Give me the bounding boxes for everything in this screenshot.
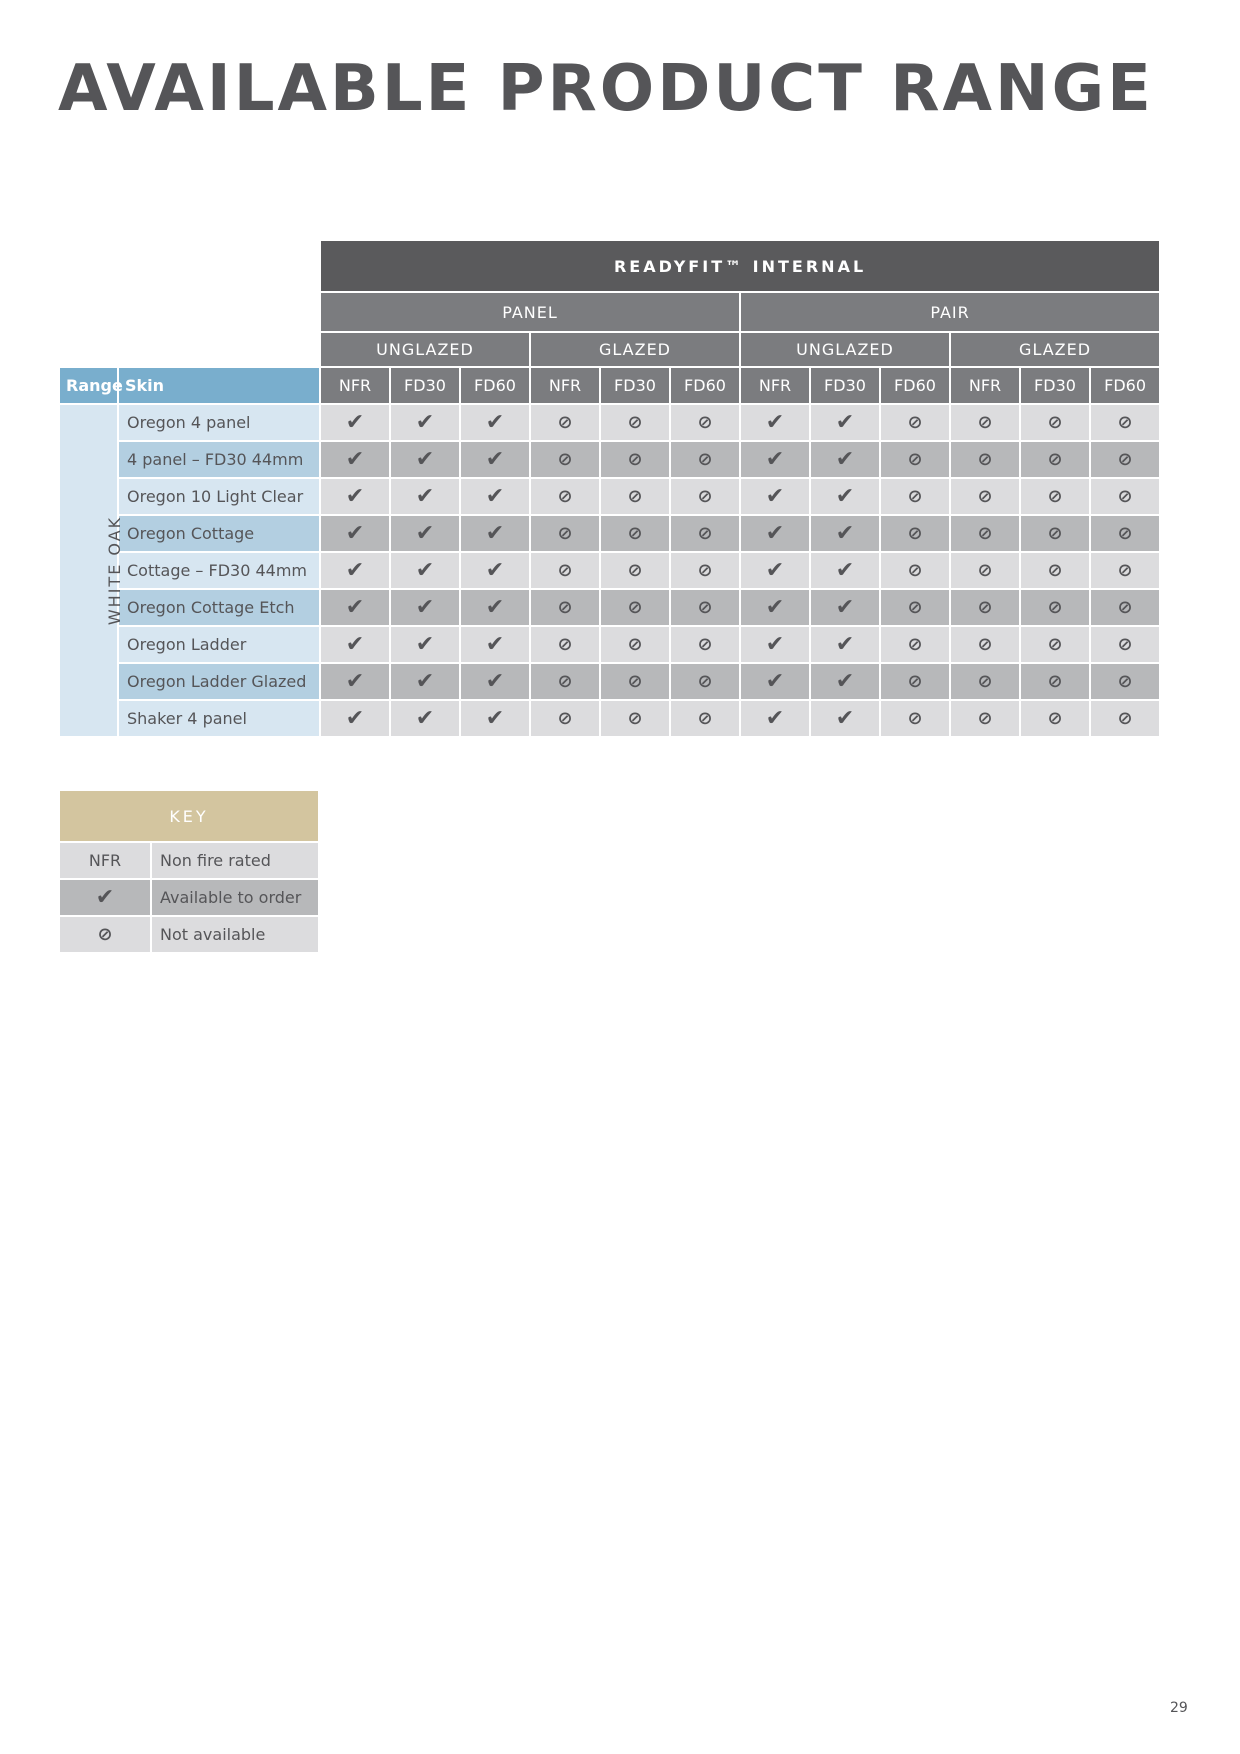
- check-icon: ✔: [390, 515, 460, 552]
- not-available-icon: ⊘: [530, 404, 600, 441]
- not-available-icon: ⊘: [950, 515, 1020, 552]
- check-icon: ✔: [460, 552, 530, 589]
- check-icon: ✔: [740, 589, 810, 626]
- not-available-icon: ⊘: [950, 700, 1020, 737]
- not-available-icon: ⊘: [600, 441, 670, 478]
- column-header: NFR: [320, 367, 390, 404]
- key-nfr-label: Non fire rated: [151, 842, 319, 879]
- not-available-icon: ⊘: [880, 700, 950, 737]
- not-available-icon: ⊘: [530, 589, 600, 626]
- column-header: FD60: [880, 367, 950, 404]
- page-title: AVAILABLE PRODUCT RANGE: [58, 52, 1154, 126]
- not-available-icon: ⊘: [670, 404, 740, 441]
- not-available-icon: ⊘: [600, 478, 670, 515]
- column-header: FD60: [460, 367, 530, 404]
- range-column-header: Range: [59, 367, 118, 404]
- check-icon: ✔: [390, 700, 460, 737]
- check-icon: ✔: [810, 404, 880, 441]
- not-available-icon: ⊘: [1090, 700, 1160, 737]
- not-available-icon: ⊘: [950, 663, 1020, 700]
- not-available-icon: ⊘: [1090, 515, 1160, 552]
- check-icon: ✔: [320, 663, 390, 700]
- not-available-icon: ⊘: [670, 663, 740, 700]
- not-available-icon: ⊘: [1090, 663, 1160, 700]
- check-icon: ✔: [390, 478, 460, 515]
- column-header: FD30: [810, 367, 880, 404]
- key-title: KEY: [59, 790, 319, 842]
- check-icon: ✔: [810, 589, 880, 626]
- skin-name: Oregon 4 panel: [118, 404, 320, 441]
- check-icon: ✔: [810, 663, 880, 700]
- not-available-icon: ⊘: [1020, 700, 1090, 737]
- check-icon: ✔: [320, 441, 390, 478]
- check-icon: ✔: [390, 404, 460, 441]
- check-icon: ✔: [390, 626, 460, 663]
- check-icon: ✔: [390, 589, 460, 626]
- not-available-icon: ⊘: [950, 552, 1020, 589]
- table-row: [59, 700, 1160, 737]
- check-icon: ✔: [460, 700, 530, 737]
- not-available-icon: ⊘: [1090, 552, 1160, 589]
- check-icon: ✔: [320, 478, 390, 515]
- key-row: [59, 842, 319, 879]
- table-title: READYFIT™ INTERNAL: [320, 240, 1160, 292]
- group-header-pair: PAIR: [740, 292, 1160, 332]
- page-number: 29: [1170, 1700, 1188, 1716]
- column-header: NFR: [530, 367, 600, 404]
- table-row: [59, 663, 1160, 700]
- not-available-icon: ⊘: [600, 700, 670, 737]
- not-available-icon: ⊘: [950, 478, 1020, 515]
- check-icon: ✔: [460, 515, 530, 552]
- not-available-icon: ⊘: [880, 478, 950, 515]
- check-icon: ✔: [740, 700, 810, 737]
- subgroup-header-pair-unglazed: UNGLAZED: [740, 332, 950, 367]
- not-available-icon: ⊘: [530, 515, 600, 552]
- column-header: FD60: [1090, 367, 1160, 404]
- table-row: [59, 441, 1160, 478]
- subgroup-header-pair-glazed: GLAZED: [950, 332, 1160, 367]
- not-available-icon: ⊘: [1020, 663, 1090, 700]
- not-available-icon: ⊘: [670, 515, 740, 552]
- check-icon: ✔: [320, 589, 390, 626]
- check-icon: ✔: [460, 589, 530, 626]
- check-icon: ✔: [460, 663, 530, 700]
- not-available-icon: ⊘: [1090, 626, 1160, 663]
- skin-name: 4 panel – FD30 44mm: [118, 441, 320, 478]
- subgroup-header-panel-unglazed: UNGLAZED: [320, 332, 530, 367]
- table-row: [59, 552, 1160, 589]
- table-corner-blank: [59, 332, 320, 367]
- check-icon: ✔: [460, 626, 530, 663]
- check-icon: ✔: [740, 404, 810, 441]
- table-corner-blank: [59, 240, 320, 292]
- check-icon: ✔: [740, 441, 810, 478]
- table-row: [59, 626, 1160, 663]
- column-header: NFR: [950, 367, 1020, 404]
- table-row: [59, 589, 1160, 626]
- check-icon: ✔: [810, 626, 880, 663]
- not-available-icon: ⊘: [880, 515, 950, 552]
- not-available-icon: ⊘: [670, 626, 740, 663]
- skin-name: Oregon Cottage Etch: [118, 589, 320, 626]
- not-available-icon: ⊘: [1020, 404, 1090, 441]
- not-available-icon: ⊘: [880, 589, 950, 626]
- range-label-cell: [59, 404, 125, 737]
- not-available-icon: ⊘: [1020, 552, 1090, 589]
- not-available-icon: ⊘: [670, 478, 740, 515]
- table-corner-blank: [59, 292, 320, 332]
- not-available-icon: ⊘: [670, 441, 740, 478]
- not-available-icon: ⊘: [530, 663, 600, 700]
- key-available-label: Available to order: [151, 879, 319, 916]
- not-available-icon: ⊘: [670, 552, 740, 589]
- check-icon: ✔: [460, 478, 530, 515]
- not-available-icon: ⊘: [530, 626, 600, 663]
- not-available-icon: ⊘: [600, 404, 670, 441]
- not-available-icon: ⊘: [880, 404, 950, 441]
- key-table: [58, 789, 320, 954]
- column-header: FD30: [1020, 367, 1090, 404]
- column-header: FD30: [390, 367, 460, 404]
- check-icon: ✔: [740, 626, 810, 663]
- check-icon: ✔: [810, 478, 880, 515]
- check-icon: ✔: [810, 552, 880, 589]
- not-available-icon: ⊘: [530, 478, 600, 515]
- not-available-icon: ⊘: [1090, 441, 1160, 478]
- not-available-icon: ⊘: [950, 626, 1020, 663]
- skin-name: Oregon Cottage: [118, 515, 320, 552]
- table-row: [59, 515, 1160, 552]
- check-icon: ✔: [460, 404, 530, 441]
- not-available-icon: ⊘: [1020, 626, 1090, 663]
- not-available-icon: ⊘: [950, 589, 1020, 626]
- not-available-icon: ⊘: [1020, 589, 1090, 626]
- not-available-icon: ⊘: [1090, 404, 1160, 441]
- check-icon: ✔: [740, 515, 810, 552]
- not-available-icon: ⊘: [600, 626, 670, 663]
- group-header-panel: PANEL: [320, 292, 740, 332]
- check-icon: ✔: [320, 515, 390, 552]
- not-available-icon: ⊘: [1020, 515, 1090, 552]
- check-icon: ✔: [320, 404, 390, 441]
- check-icon: ✔: [810, 515, 880, 552]
- not-available-icon: ⊘: [530, 441, 600, 478]
- check-icon: ✔: [810, 441, 880, 478]
- skin-name: Oregon 10 Light Clear: [118, 478, 320, 515]
- check-icon: ✔: [740, 552, 810, 589]
- not-available-icon: ⊘: [1020, 478, 1090, 515]
- key-nfr-symbol: NFR: [59, 842, 151, 879]
- skin-name: Shaker 4 panel: [118, 700, 320, 737]
- check-icon: ✔: [320, 626, 390, 663]
- not-available-icon: ⊘: [880, 552, 950, 589]
- check-icon: ✔: [740, 478, 810, 515]
- not-available-icon: ⊘: [600, 515, 670, 552]
- not-available-icon: ⊘: [600, 589, 670, 626]
- table-row: [59, 404, 1160, 441]
- check-icon: ✔: [810, 700, 880, 737]
- check-icon: ✔: [390, 663, 460, 700]
- column-header: NFR: [740, 367, 810, 404]
- not-available-icon: ⊘: [600, 552, 670, 589]
- check-icon: ✔: [390, 441, 460, 478]
- column-header: FD30: [600, 367, 670, 404]
- not-available-icon: ⊘: [1090, 589, 1160, 626]
- not-available-icon: ⊘: [880, 441, 950, 478]
- table-row: [59, 478, 1160, 515]
- skin-name: Oregon Ladder Glazed: [118, 663, 320, 700]
- not-available-icon: ⊘: [670, 589, 740, 626]
- not-available-icon: ⊘: [530, 552, 600, 589]
- skin-name: Oregon Ladder: [118, 626, 320, 663]
- column-header: FD60: [670, 367, 740, 404]
- check-icon: ✔: [320, 700, 390, 737]
- skin-name: Cottage – FD30 44mm: [118, 552, 320, 589]
- check-icon: ✔: [460, 441, 530, 478]
- not-available-icon: ⊘: [1090, 478, 1160, 515]
- not-available-icon: ⊘: [670, 700, 740, 737]
- product-range-table: [58, 239, 1161, 738]
- check-icon: ✔: [390, 552, 460, 589]
- range-label: WHITE OAK: [105, 515, 125, 626]
- not-available-icon: ⊘: [600, 663, 670, 700]
- check-icon: ✔: [59, 879, 151, 916]
- check-icon: ✔: [320, 552, 390, 589]
- not-available-icon: ⊘: [59, 916, 151, 953]
- check-icon: ✔: [740, 663, 810, 700]
- not-available-icon: ⊘: [1020, 441, 1090, 478]
- not-available-icon: ⊘: [880, 663, 950, 700]
- key-not-available-label: Not available: [151, 916, 319, 953]
- not-available-icon: ⊘: [530, 700, 600, 737]
- skin-column-header: Skin: [118, 367, 320, 404]
- not-available-icon: ⊘: [950, 441, 1020, 478]
- key-row: [59, 916, 319, 953]
- not-available-icon: ⊘: [950, 404, 1020, 441]
- key-row: [59, 879, 319, 916]
- not-available-icon: ⊘: [880, 626, 950, 663]
- subgroup-header-panel-glazed: GLAZED: [530, 332, 740, 367]
